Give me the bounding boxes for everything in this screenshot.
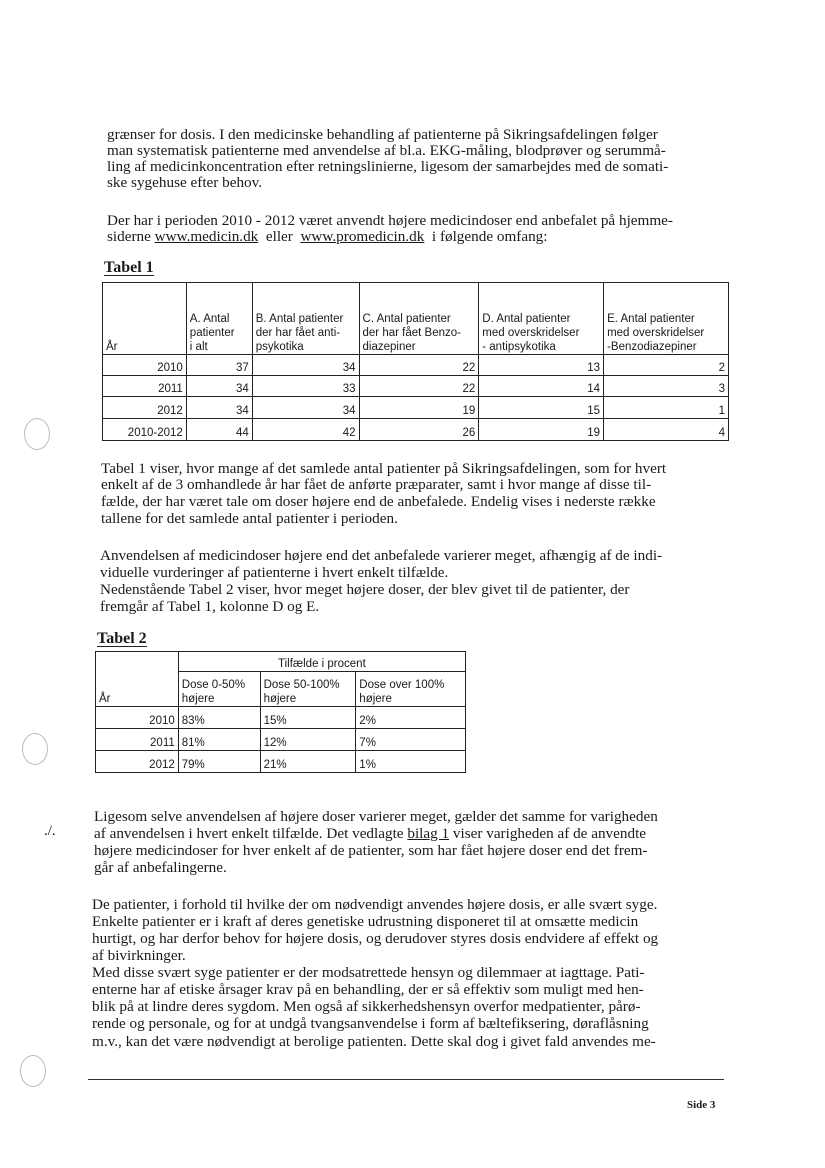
header-e [604,283,729,355]
text-span: eller [258,228,301,245]
page-number: Side 3 [687,1099,716,1111]
table-row [96,729,466,751]
table-row [103,376,729,397]
text-line: rende og personale, og for at undgå tvangsanvendelse i form af bæltefiksering, døraflåsning [92,1015,649,1032]
punch-hole [22,733,48,765]
cell-e: 4 [604,419,729,441]
text-line: går af anbefalingerne. [94,859,227,876]
header-year: År [96,672,179,707]
text-line [94,826,646,842]
text-line: enterne har af etiske årsager krav på en behandling, der er så effektiv som muligt med hen- [92,981,644,998]
text-line: højere medicindoser for hver enkelt af de patienter, som har fået højere doser end det frem- [94,842,648,859]
text-line: ske sygehuse efter behov. [107,174,263,191]
cell-dose-over-100: 1% [356,751,466,773]
header-text: psykotika [255,341,304,353]
cell-dose-50-100: 15% [260,707,356,729]
text-line: hurtigt, og har derfor behov for højere dosis, og derudover styres dosis endvidere af effekt og [92,930,659,947]
cell-d: 13 [479,355,604,376]
cell-a: 37 [186,355,252,376]
text-line: Ligesom selve anvendelsen af højere doser varierer meget, gælder det samme for varigheden [94,808,658,825]
text-span: siderne [107,228,155,245]
cell-d: 14 [479,376,604,397]
header-text: C. Antal patienter [362,313,451,325]
text-line: ling af medicinkoncentration efter retningslinierne, ligesom der samarbejdes med de somati- [107,158,669,175]
cell-b: 34 [252,355,359,376]
header-text: Dose over 100% [359,679,445,691]
footer-rule [88,1079,724,1080]
cell-c: 22 [359,376,479,397]
cell-year: 2010 [96,707,179,729]
text-line: Anvendelsen af medicindoser højere end det anbefalede varierer meget, afhængig af de indi- [100,547,663,564]
punch-hole [24,418,50,450]
cell-c: 19 [359,397,479,419]
text-line: Enkelte patienter er i kraft af deres genetiske udrustning disponeret til at omsætte medicin [92,913,639,930]
text-line: af bivirkninger. [92,947,186,964]
header-a [186,283,252,355]
cell-dose-0-50: 83% [178,707,260,729]
text-line: Nedenstående Tabel 2 viser, hvor meget højere doser, der blev givet til de patienter, der [100,581,630,598]
text-line: Der har i perioden 2010 - 2012 været anvendt højere medicindoser end anbefalet på hjemme- [107,212,673,229]
header-text: i alt [189,341,208,353]
text-line: viduelle vurderinger af patienterne i hvert enkelt tilfælde. [100,564,449,581]
header-text: - antipsykotika [482,341,556,353]
cell-year: 2012 [96,751,179,773]
cell-a: 34 [186,397,252,419]
cell-year: 2010-2012 [103,419,187,441]
table-header-row [103,283,729,355]
text-line: m.v., kan det være nødvendigt at berolige patienten. Dette skal dog i givet fald anvendes me- [92,1033,656,1050]
text-line: Med disse svært syge patienter er der modsatrettede hensyn og dilemmaer at iagttage. Pati- [92,964,645,981]
header-blank [96,652,179,672]
header-dose-over-100 [356,672,466,707]
cell-e: 2 [604,355,729,376]
text-line: fremgår af Tabel 1, kolonne D og E. [100,598,320,615]
cell-dose-50-100: 12% [260,729,356,751]
table-row [103,397,729,419]
header-text: højere [181,693,215,705]
cell-year: 2012 [103,397,187,419]
cell-year: 2010 [103,355,187,376]
header-text: med overskridelser [607,327,705,339]
table-2 [95,651,466,773]
cell-c: 22 [359,355,479,376]
cell-b: 33 [252,376,359,397]
cell-b: 34 [252,397,359,419]
cell-d: 19 [479,419,604,441]
text-line [107,229,547,245]
text-line: blik på at lindre deres sygdom. Men også af sikkerhedshensyn overfor medpatienter, pårø- [92,998,641,1015]
header-text: patienter [189,327,235,339]
header-text: A. Antal [189,313,230,325]
header-dose-0-50 [178,672,260,707]
text-span: af anvendelsen i hvert enkelt tilfælde. Det vedlagte [94,825,408,842]
text-span: i følgende omfang: [424,228,548,245]
header-group: Tilfælde i procent [178,652,465,672]
header-year: År [103,283,187,355]
table2-title: Tabel 2 [97,630,147,647]
header-text: Dose 0-50% [181,679,246,691]
cell-e: 1 [604,397,729,419]
bilag-1-link[interactable]: bilag 1 [407,825,450,842]
header-text: der har fået Benzo- [362,327,461,339]
text-line: grænser for dosis. I den medicinske behandling af patienterne på Sikringsafdelingen følger [107,126,658,143]
header-text: E. Antal patienter [607,313,695,325]
table-row-total [103,419,729,441]
text-line: tallene for det samlede antal patienter i perioden. [101,510,398,527]
header-b [252,283,359,355]
table-row [96,707,466,729]
text-span: viser varigheden af de anvendte [449,825,647,842]
cell-d: 15 [479,397,604,419]
cell-dose-over-100: 2% [356,707,466,729]
header-text: med overskridelser [482,327,580,339]
cell-year: 2011 [96,729,179,751]
cell-a: 44 [186,419,252,441]
cell-c: 26 [359,419,479,441]
header-d [479,283,604,355]
header-text: højere [263,693,297,705]
table-row [103,355,729,376]
text-line: man systematisk patienterne med anvendelse af bl.a. EKG-måling, blodprøver og serummå- [107,142,666,159]
header-text: Dose 50-100% [263,679,340,691]
promedicin-link[interactable]: www.promedicin.dk [300,228,425,245]
cell-dose-0-50: 81% [178,729,260,751]
cell-e: 3 [604,376,729,397]
table-header-row [96,672,466,707]
header-c [359,283,479,355]
header-text: der har fået anti- [255,327,341,339]
table-1 [102,282,729,441]
medicin-link[interactable]: www.medicin.dk [154,228,259,245]
header-text: B. Antal patienter [255,313,344,325]
cell-year: 2011 [103,376,187,397]
header-text: højere [359,693,392,705]
cell-a: 34 [186,376,252,397]
header-text: -Benzodiazepiner [607,341,697,353]
table1-title: Tabel 1 [104,259,154,276]
header-text: D. Antal patienter [482,313,571,325]
text-line: De patienter, i forhold til hvilke der om nødvendigt anvendes højere dosis, er alle svært syge. [92,896,658,913]
table-row [96,751,466,773]
header-dose-50-100 [260,672,356,707]
margin-mark: ./. [44,823,56,839]
header-text: diazepiner [362,341,416,353]
text-line: fælde, der har været tale om doser højere end de anbefalede. Endelig vises i nederste række [101,493,656,510]
cell-b: 42 [252,419,359,441]
table-group-header-row [96,652,466,672]
cell-dose-50-100: 21% [260,751,356,773]
punch-hole [20,1055,46,1087]
text-line: Tabel 1 viser, hvor mange af det samlede antal patienter på Sikringsafdelingen, som for hvert [101,460,667,477]
text-line: enkelt af de 3 omhandlede år har fået de anførte præparater, samt i hvor mange af disse til- [101,476,652,493]
cell-dose-0-50: 79% [178,751,260,773]
cell-dose-over-100: 7% [356,729,466,751]
